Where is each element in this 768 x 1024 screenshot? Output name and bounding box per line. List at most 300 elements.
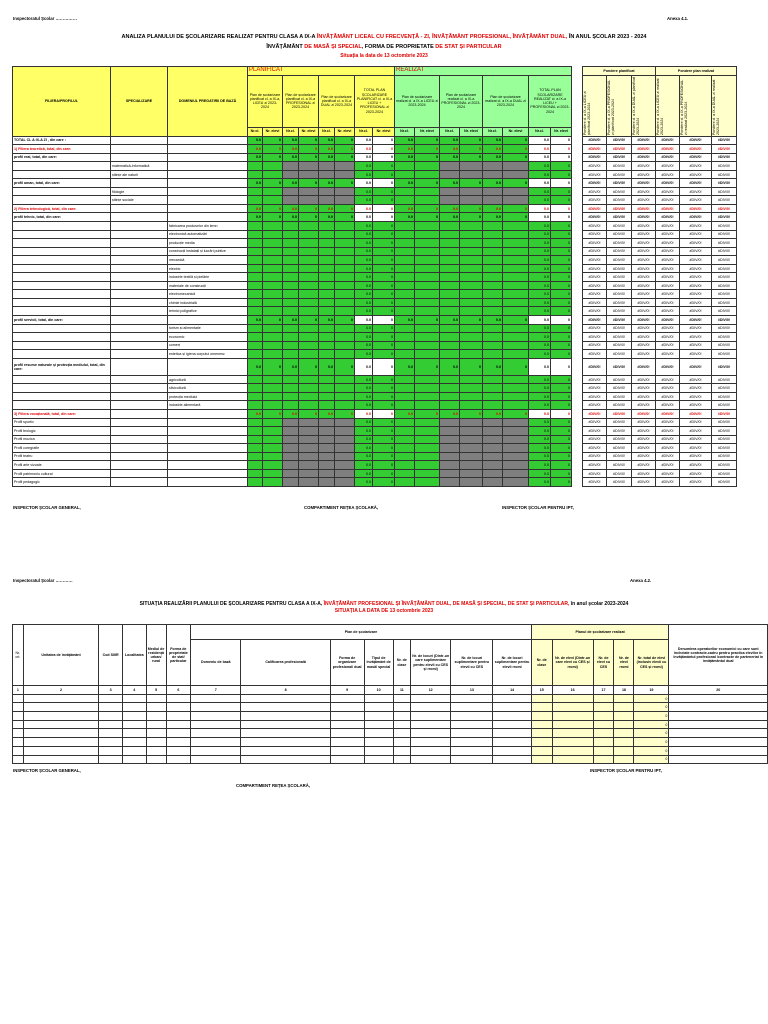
data-cell[interactable] [460,170,483,179]
data-cell[interactable] [503,307,529,316]
data-cell[interactable] [146,746,166,755]
data-cell[interactable]: 0 [503,179,529,188]
data-cell[interactable]: 0 [373,162,395,171]
data-cell[interactable]: 0 [503,204,529,213]
data-cell[interactable] [319,196,335,205]
data-cell[interactable] [248,469,263,478]
data-cell[interactable]: 0.0 [529,298,551,307]
data-cell[interactable] [460,350,483,359]
data-cell[interactable] [299,247,319,256]
data-cell[interactable]: 0 [373,469,395,478]
data-cell[interactable]: 0.0 [529,273,551,282]
data-cell[interactable] [283,461,299,470]
data-cell[interactable]: 0 [460,145,483,154]
data-cell[interactable] [460,418,483,427]
data-cell[interactable] [493,738,531,747]
data-cell[interactable] [503,341,529,350]
data-cell[interactable]: 0.0 [355,316,373,325]
data-cell[interactable] [283,239,299,248]
data-cell[interactable] [335,187,355,196]
data-cell[interactable]: 0.0 [529,264,551,273]
data-cell[interactable] [99,720,123,729]
data-cell[interactable] [299,187,319,196]
data-cell[interactable]: 0 [551,333,572,342]
data-cell[interactable] [483,264,503,273]
data-cell[interactable]: 0.0 [529,145,551,154]
data-cell[interactable]: 0 [551,187,572,196]
data-cell[interactable]: 0 [299,213,319,222]
data-cell[interactable] [460,230,483,239]
data-cell[interactable]: 0 [415,358,440,375]
data-cell[interactable]: 0.0 [529,418,551,427]
data-cell[interactable]: 0.0 [440,145,460,154]
data-cell[interactable]: 0.0 [395,358,415,375]
data-cell[interactable] [319,170,335,179]
data-cell[interactable]: 0.0 [355,162,373,171]
data-cell[interactable] [411,738,451,747]
data-cell[interactable] [395,222,415,231]
data-cell[interactable] [248,290,263,299]
data-cell[interactable]: 0 [373,204,395,213]
data-cell[interactable] [335,461,355,470]
data-cell[interactable] [283,478,299,487]
data-cell[interactable] [503,230,529,239]
data-cell[interactable]: 0.0 [529,350,551,359]
data-cell[interactable] [248,444,263,453]
data-cell[interactable]: 0 [551,256,572,265]
data-cell[interactable] [13,746,24,755]
data-cell[interactable] [299,170,319,179]
data-cell[interactable] [283,281,299,290]
data-cell[interactable]: 0 [335,358,355,375]
data-cell[interactable] [283,273,299,282]
data-cell[interactable] [669,712,768,721]
data-cell[interactable] [415,239,440,248]
data-cell[interactable]: 0 [263,179,283,188]
data-cell[interactable] [503,196,529,205]
data-cell[interactable]: 0 [551,196,572,205]
data-cell[interactable] [503,247,529,256]
data-cell[interactable]: 0 [551,384,572,393]
data-cell[interactable] [13,703,24,712]
data-cell[interactable] [503,461,529,470]
data-cell[interactable] [13,738,24,747]
data-cell[interactable] [460,298,483,307]
data-cell[interactable] [299,230,319,239]
data-cell[interactable] [283,256,299,265]
data-cell[interactable] [440,281,460,290]
data-cell[interactable] [415,256,440,265]
data-cell[interactable] [299,392,319,401]
data-cell[interactable]: 0.0 [529,204,551,213]
data-cell[interactable] [395,333,415,342]
data-cell[interactable] [503,281,529,290]
data-cell[interactable] [393,738,410,747]
data-cell[interactable] [330,703,364,712]
data-cell[interactable]: 0.0 [319,153,335,162]
data-cell[interactable]: 0 [415,179,440,188]
data-cell[interactable] [460,469,483,478]
data-cell[interactable]: 0 [373,145,395,154]
data-cell[interactable] [483,392,503,401]
data-cell[interactable] [411,712,451,721]
data-cell[interactable] [166,755,191,764]
data-cell[interactable] [23,703,99,712]
data-cell[interactable]: 0.0 [529,333,551,342]
data-cell[interactable]: 0 [335,213,355,222]
data-cell[interactable] [263,333,283,342]
data-cell[interactable]: 0 [263,145,283,154]
data-cell[interactable]: 0 [551,153,572,162]
data-cell[interactable] [335,162,355,171]
data-cell[interactable]: 0.0 [248,213,263,222]
data-cell[interactable]: 0 [373,444,395,453]
data-cell[interactable]: 0.0 [529,307,551,316]
data-cell[interactable] [460,256,483,265]
data-cell[interactable] [593,720,614,729]
data-cell[interactable] [241,720,330,729]
data-cell[interactable] [415,461,440,470]
data-cell[interactable]: 0 [551,230,572,239]
data-cell[interactable]: 0.0 [355,469,373,478]
data-cell[interactable] [440,196,460,205]
data-cell[interactable] [493,746,531,755]
data-cell[interactable] [395,170,415,179]
data-cell[interactable] [263,222,283,231]
data-cell[interactable] [335,324,355,333]
data-cell[interactable] [283,418,299,427]
data-cell[interactable]: 0.0 [483,153,503,162]
data-cell[interactable] [395,444,415,453]
data-cell[interactable] [483,401,503,410]
data-cell[interactable] [440,222,460,231]
data-cell[interactable]: 0 [335,153,355,162]
data-cell[interactable] [248,392,263,401]
data-cell[interactable] [248,307,263,316]
data-cell[interactable] [299,324,319,333]
data-cell[interactable] [395,281,415,290]
data-cell[interactable]: 0 [299,204,319,213]
data-cell[interactable] [483,307,503,316]
data-cell[interactable] [614,720,634,729]
data-cell[interactable] [669,755,768,764]
data-cell[interactable] [248,401,263,410]
data-cell[interactable] [493,694,531,703]
data-cell[interactable] [493,712,531,721]
data-cell[interactable] [440,392,460,401]
data-cell[interactable] [299,307,319,316]
data-cell[interactable] [319,478,335,487]
data-cell[interactable]: 0 [373,341,395,350]
data-cell[interactable] [248,281,263,290]
data-cell[interactable] [241,694,330,703]
data-cell[interactable] [299,375,319,384]
data-cell[interactable] [122,694,146,703]
data-cell[interactable]: 0.0 [355,264,373,273]
data-cell[interactable]: 0 [551,281,572,290]
data-cell[interactable] [669,738,768,747]
data-cell[interactable] [99,738,123,747]
data-cell[interactable] [283,162,299,171]
data-cell[interactable] [299,162,319,171]
data-cell[interactable] [460,333,483,342]
data-cell[interactable]: 0 [551,350,572,359]
data-cell[interactable] [411,729,451,738]
data-cell[interactable]: 0.0 [529,469,551,478]
data-cell[interactable]: 0.0 [355,435,373,444]
data-cell[interactable] [263,384,283,393]
data-cell[interactable] [335,333,355,342]
data-cell[interactable]: 0.0 [483,136,503,145]
data-cell[interactable] [335,230,355,239]
data-cell[interactable] [13,755,24,764]
data-cell[interactable] [669,746,768,755]
data-cell[interactable] [483,478,503,487]
data-cell[interactable]: 0 [299,145,319,154]
data-cell[interactable] [13,729,24,738]
data-cell[interactable] [395,230,415,239]
data-cell[interactable] [440,469,460,478]
data-cell[interactable] [593,703,614,712]
data-cell[interactable]: 0 [373,375,395,384]
data-cell[interactable] [319,290,335,299]
data-cell[interactable] [299,444,319,453]
data-cell[interactable] [263,401,283,410]
data-cell[interactable] [395,478,415,487]
data-cell[interactable] [440,170,460,179]
data-cell[interactable] [503,239,529,248]
data-cell[interactable] [483,196,503,205]
data-cell[interactable]: 0.0 [483,316,503,325]
data-cell[interactable]: 0 [634,755,669,764]
data-cell[interactable] [503,187,529,196]
data-cell[interactable] [335,435,355,444]
data-cell[interactable] [460,478,483,487]
data-cell[interactable] [460,401,483,410]
data-cell[interactable] [552,746,593,755]
data-cell[interactable]: 0 [373,350,395,359]
data-cell[interactable] [483,375,503,384]
data-cell[interactable]: 0.0 [355,187,373,196]
data-cell[interactable]: 0 [373,281,395,290]
data-cell[interactable] [593,738,614,747]
data-cell[interactable]: 0 [460,213,483,222]
data-cell[interactable] [263,418,283,427]
data-cell[interactable]: 0 [373,256,395,265]
data-cell[interactable] [460,222,483,231]
data-cell[interactable] [299,461,319,470]
data-cell[interactable] [319,392,335,401]
data-cell[interactable] [283,307,299,316]
data-cell[interactable]: 0 [373,222,395,231]
data-cell[interactable] [411,746,451,755]
data-cell[interactable]: 0 [373,153,395,162]
data-cell[interactable] [503,384,529,393]
data-cell[interactable] [503,290,529,299]
data-cell[interactable] [99,746,123,755]
data-cell[interactable] [335,222,355,231]
data-cell[interactable] [503,418,529,427]
data-cell[interactable] [503,469,529,478]
data-cell[interactable] [319,341,335,350]
data-cell[interactable] [248,452,263,461]
data-cell[interactable] [299,222,319,231]
data-cell[interactable] [395,392,415,401]
data-cell[interactable] [23,712,99,721]
data-cell[interactable] [335,256,355,265]
data-cell[interactable] [531,694,552,703]
data-cell[interactable]: 0 [551,427,572,436]
data-cell[interactable]: 0 [551,444,572,453]
data-cell[interactable] [440,324,460,333]
data-cell[interactable]: 0 [263,316,283,325]
data-cell[interactable]: 0.0 [355,290,373,299]
data-cell[interactable] [395,469,415,478]
data-cell[interactable] [283,333,299,342]
data-cell[interactable]: 0 [373,452,395,461]
data-cell[interactable] [335,196,355,205]
data-cell[interactable] [493,703,531,712]
data-cell[interactable] [531,746,552,755]
data-cell[interactable]: 0.0 [355,153,373,162]
data-cell[interactable] [191,703,241,712]
data-cell[interactable] [483,187,503,196]
data-cell[interactable] [299,401,319,410]
data-cell[interactable]: 0 [299,358,319,375]
data-cell[interactable] [299,341,319,350]
data-cell[interactable] [299,333,319,342]
data-cell[interactable]: 0.0 [529,375,551,384]
data-cell[interactable]: 0.0 [529,384,551,393]
data-cell[interactable] [411,755,451,764]
data-cell[interactable] [319,298,335,307]
data-cell[interactable] [460,384,483,393]
data-cell[interactable]: 0.0 [440,179,460,188]
data-cell[interactable]: 0.0 [395,136,415,145]
data-cell[interactable] [493,755,531,764]
data-cell[interactable] [283,392,299,401]
data-cell[interactable] [415,170,440,179]
data-cell[interactable]: 0.0 [440,153,460,162]
data-cell[interactable]: 0.0 [440,358,460,375]
data-cell[interactable]: 0.0 [529,478,551,487]
data-cell[interactable] [283,452,299,461]
data-cell[interactable] [415,375,440,384]
data-cell[interactable]: 0 [335,316,355,325]
data-cell[interactable] [166,720,191,729]
data-cell[interactable]: 0 [460,153,483,162]
data-cell[interactable]: 0 [373,136,395,145]
data-cell[interactable] [614,703,634,712]
data-cell[interactable] [451,712,493,721]
data-cell[interactable]: 0.0 [529,196,551,205]
data-cell[interactable] [552,720,593,729]
data-cell[interactable] [483,418,503,427]
data-cell[interactable] [248,298,263,307]
data-cell[interactable] [299,239,319,248]
data-cell[interactable] [669,694,768,703]
data-cell[interactable]: 0.0 [529,290,551,299]
data-cell[interactable] [263,298,283,307]
data-cell[interactable]: 0.0 [355,222,373,231]
data-cell[interactable] [531,729,552,738]
data-cell[interactable] [440,307,460,316]
data-cell[interactable] [335,427,355,436]
data-cell[interactable] [451,694,493,703]
data-cell[interactable] [415,196,440,205]
data-cell[interactable]: 0.0 [529,153,551,162]
data-cell[interactable] [283,247,299,256]
data-cell[interactable] [395,341,415,350]
data-cell[interactable]: 0 [551,136,572,145]
data-cell[interactable] [319,384,335,393]
data-cell[interactable] [248,384,263,393]
data-cell[interactable] [191,729,241,738]
data-cell[interactable] [191,720,241,729]
data-cell[interactable]: 0.0 [355,281,373,290]
data-cell[interactable]: 0.0 [529,256,551,265]
data-cell[interactable] [248,230,263,239]
data-cell[interactable] [299,281,319,290]
data-cell[interactable]: 0.0 [483,213,503,222]
data-cell[interactable] [415,324,440,333]
data-cell[interactable] [483,170,503,179]
data-cell[interactable] [319,333,335,342]
data-cell[interactable] [330,694,364,703]
data-cell[interactable] [460,290,483,299]
data-cell[interactable] [503,162,529,171]
data-cell[interactable]: 0 [503,153,529,162]
data-cell[interactable] [166,694,191,703]
data-cell[interactable] [299,298,319,307]
data-cell[interactable] [166,729,191,738]
data-cell[interactable] [415,427,440,436]
data-cell[interactable] [335,273,355,282]
data-cell[interactable] [283,290,299,299]
data-cell[interactable]: 0 [373,273,395,282]
data-cell[interactable]: 0.0 [529,170,551,179]
data-cell[interactable]: 0.0 [355,145,373,154]
data-cell[interactable]: 0.0 [319,409,335,418]
data-cell[interactable] [283,435,299,444]
data-cell[interactable] [330,746,364,755]
data-cell[interactable]: 0.0 [529,444,551,453]
data-cell[interactable] [393,755,410,764]
data-cell[interactable]: 0.0 [319,136,335,145]
data-cell[interactable] [415,187,440,196]
data-cell[interactable] [415,401,440,410]
data-cell[interactable] [263,452,283,461]
data-cell[interactable]: 0 [335,179,355,188]
data-cell[interactable] [241,729,330,738]
data-cell[interactable] [460,392,483,401]
data-cell[interactable]: 0.0 [355,418,373,427]
data-cell[interactable] [460,264,483,273]
data-cell[interactable]: 0.0 [283,358,299,375]
data-cell[interactable] [415,247,440,256]
data-cell[interactable]: 0.0 [483,145,503,154]
data-cell[interactable]: 0 [503,316,529,325]
data-cell[interactable] [411,694,451,703]
data-cell[interactable] [283,427,299,436]
data-cell[interactable] [364,738,393,747]
data-cell[interactable] [283,230,299,239]
data-cell[interactable] [299,350,319,359]
data-cell[interactable]: 0 [551,290,572,299]
data-cell[interactable] [395,401,415,410]
data-cell[interactable] [319,256,335,265]
data-cell[interactable] [483,162,503,171]
